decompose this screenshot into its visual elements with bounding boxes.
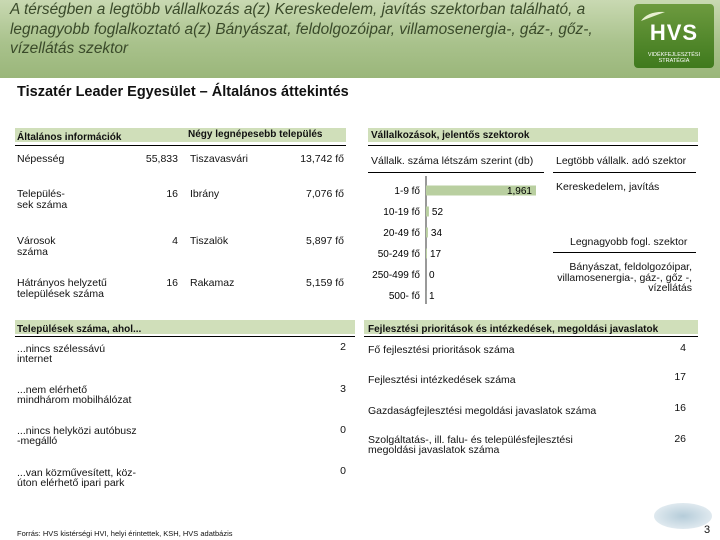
top4-heading-underline — [186, 145, 346, 146]
settlements-label-4: ...van közművesített, köz- úton elérhető ipari park — [17, 467, 137, 489]
general-value-settlements: 16 — [166, 188, 178, 200]
settlements-label-1: ...nincs szélessávú internet — [17, 343, 106, 365]
priorities-heading-underline — [364, 336, 698, 337]
business-size-heading: Vállalk. száma létszám szerint (db) — [371, 155, 534, 167]
settlements-value-1: 2 — [340, 341, 346, 353]
top4-value-2: 7,076 fő — [306, 188, 344, 200]
hvs-logo — [634, 4, 714, 68]
page-subtitle: Tiszatér Leader Egyesület – Általános áttekintés — [17, 84, 349, 100]
priorities-value-3: 16 — [674, 402, 686, 414]
chart-bar — [426, 249, 427, 259]
chart-category-label: 1-9 fő — [394, 186, 420, 197]
chart-value-label: 17 — [429, 249, 442, 260]
top4-name-2: Ibrány — [190, 188, 220, 200]
general-value-disadvantaged: 16 — [166, 277, 178, 289]
priorities-value-2: 17 — [674, 371, 686, 383]
priorities-label-3: Gazdaságfejlesztési megoldási javaslatok száma — [368, 405, 597, 417]
top4-value-1: 13,742 fő — [300, 153, 344, 165]
business-heading-underline — [368, 145, 698, 146]
general-heading-underline — [15, 145, 191, 146]
page-number: 3 — [704, 524, 711, 536]
size-chart — [360, 176, 550, 304]
business-size-underline — [368, 172, 544, 173]
chart-category-label: 250-499 fő — [372, 270, 420, 281]
top4-value-3: 5,897 fő — [306, 235, 344, 247]
top4-name-1: Tiszavasvári — [190, 153, 248, 165]
business-most-heading: Legtöbb vállalk. adó szektor — [556, 155, 687, 167]
business-emp-underline — [553, 252, 696, 253]
priorities-value-1: 4 — [680, 342, 686, 354]
settlements-value-2: 3 — [340, 383, 346, 395]
settlements-label-3: ...nincs helyközi autóbusz -megálló — [17, 425, 137, 447]
top4-value-4: 5,159 fő — [306, 277, 344, 289]
business-most-underline — [553, 172, 696, 173]
priorities-label-2: Fejlesztési intézkedések száma — [368, 374, 516, 386]
chart-value-label: 1 — [429, 291, 435, 302]
settlements-value-3: 0 — [340, 424, 346, 436]
top4-heading: Négy legnépesebb település — [188, 129, 323, 140]
general-label-towns: Városok száma — [17, 235, 56, 258]
general-label-settlements: Település- sek száma — [17, 188, 68, 211]
priorities-label-1: Fő fejlesztési prioritások száma — [368, 344, 515, 356]
settlements-label-2: ...nem elérhető mindhárom mobilhálózat — [17, 384, 132, 406]
chart-bar — [426, 207, 429, 217]
chart-value-label: 34 — [430, 228, 443, 239]
business-emp-value: Bányászat, feldolgozóipar, villamosenergia-, gáz-, gőz -, vízellátás — [557, 261, 692, 294]
chart-category-label: 20-49 fő — [383, 228, 420, 239]
general-label-population: Népesség — [17, 153, 65, 165]
priorities-label-4: Szolgáltatás-, ill. falu- és településfejlesztési megoldási javaslatok száma — [368, 434, 573, 456]
chart-category-label: 500- fő — [388, 291, 420, 302]
top4-name-3: Tiszalök — [190, 235, 229, 247]
chart-category-label: 50-249 fő — [377, 249, 420, 260]
settlements-value-4: 0 — [340, 465, 346, 477]
footer-source: Forrás: HVS kistérségi HVI, helyi érintettek, KSH, HVS adatbázis — [17, 529, 233, 538]
chart-category-label: 10-19 fő — [383, 207, 420, 218]
chart-value-label: 52 — [431, 207, 444, 218]
settlements-heading-underline — [15, 336, 355, 337]
logo-text: HVS — [649, 20, 699, 45]
business-most-value: Kereskedelem, javítás — [556, 181, 660, 193]
header-title: A térségben a legtöbb vállalkozás a(z) Kereskedelem, javítás szektorban található, a legnagyobb foglalkoztató a(z) Bányászat, feldolgozóipar, villamosenergia-, gáz-, gőz-, vízellátás szektor — [10, 1, 593, 57]
top4-name-4: Rakamaz — [190, 277, 235, 289]
chart-value-label: 1,961 — [506, 186, 532, 197]
business-heading: Vállalkozások, jelentős szektorok — [371, 130, 530, 141]
general-value-population: 55,833 — [145, 153, 178, 165]
general-value-towns: 4 — [172, 235, 178, 247]
chart-bar — [426, 228, 428, 238]
chart-value-label: 0 — [429, 270, 435, 281]
settlements-heading: Települések száma, ahol... — [17, 324, 142, 335]
priorities-value-4: 26 — [674, 433, 686, 445]
business-emp-heading: Legnagyobb fogl. szektor — [570, 236, 688, 248]
general-label-disadvantaged: Hátrányos helyzetű települések száma — [17, 277, 107, 300]
logo-subtext: VIDÉKFEJLESZTÉSI STRATÉGIA — [647, 52, 701, 64]
priorities-heading: Fejlesztési prioritások és intézkedések, megoldási javaslatok — [368, 324, 659, 335]
general-heading: Általános információk — [17, 132, 122, 143]
